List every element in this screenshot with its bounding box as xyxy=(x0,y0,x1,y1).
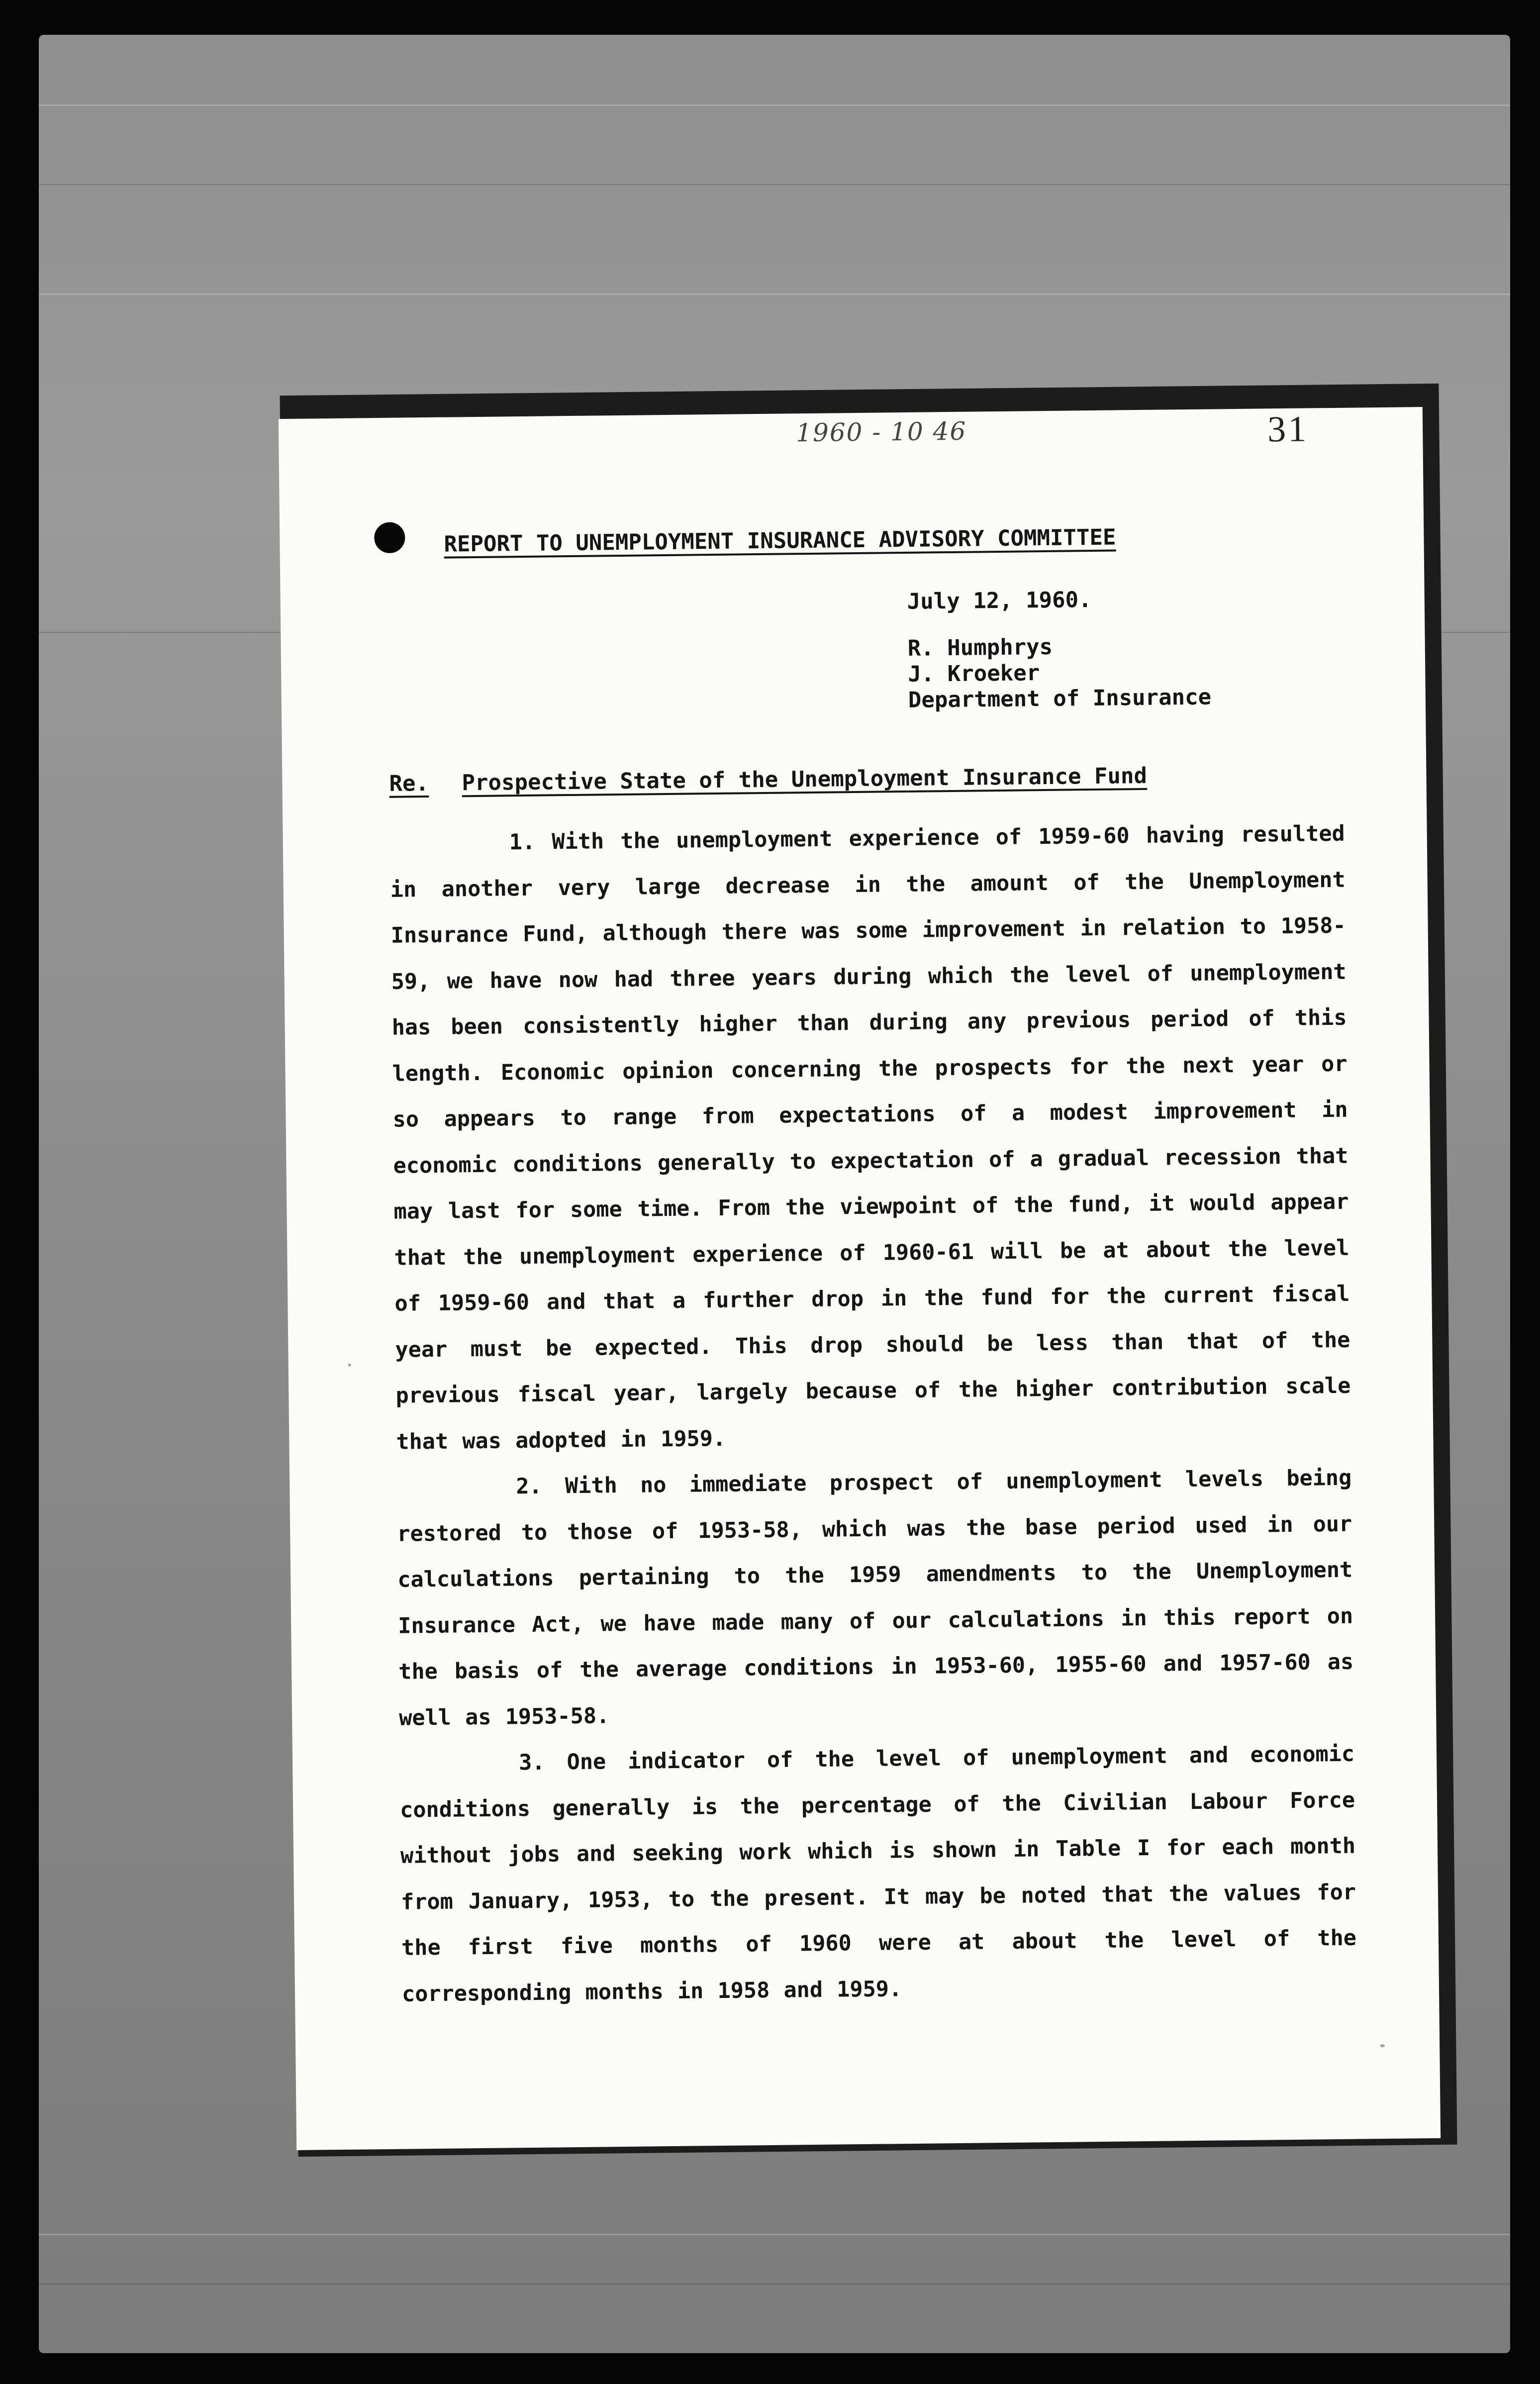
film-background xyxy=(39,35,1510,2353)
punch-hole-mark xyxy=(374,522,405,553)
department-name: Department of Insurance xyxy=(908,684,1212,713)
film-speck xyxy=(348,1364,351,1367)
film-speck xyxy=(1380,2044,1385,2047)
report-title: REPORT TO UNEMPLOYMENT INSURANCE ADVISORY COMMITTEE xyxy=(444,524,1116,557)
paragraph-1: 1. With the unemployment experience of 1959-60 having resulted in another very large decrease in the amount of the Unemployment Insurance Fund, although there was some improvement in relation to 1958-59, we have now had three years during which the level of unemployment has been consistently higher than during any previous period of this length. Economic opinion concerning the prospects for the next year or so appears to range from expectations of a modest improvement in economic conditions generally to expectation of a gradual recession that may last for some time. From the viewpoint of the fund, it would appear that the unemployment experience of 1960-61 will be at about the level of 1959-60 and that a further drop in the fund for the current fiscal year must be expected. This drop should be less than that of the previous fiscal year, largely because of the higher contribution scale that was adopted in 1959. xyxy=(390,821,1351,1455)
paragraph-3: 3. One indicator of the level of unemployment and economic conditions generally is the percentage of the Civilian Labour Force without jobs and seeking work which is shown in Table I for each month from January, 1953, to the present. It may be noted that the values for the first five months of 1960 were at about the level of the corresponding months in 1958 and 1959. xyxy=(399,1741,1357,2007)
report-meta xyxy=(907,586,1211,713)
paragraph-2: 2. With no immediate prospect of unemployment levels being restored to those of 1953-58, which was the base period used in our calculations pertaining to the 1959 amendments to the Unemployment Insurance Act, we have made many of our calculations in this report on the basis of the average conditions in 1953-60, 1955-60 and 1957-60 as well as 1953-58. xyxy=(397,1465,1354,1731)
film-streak xyxy=(39,294,1510,295)
subject-text: Prospective State of the Unemployment Insurance Fund xyxy=(462,763,1148,796)
author-name: J. Kroeker xyxy=(908,660,1040,687)
report-body xyxy=(389,811,1357,2017)
film-streak xyxy=(39,2284,1510,2285)
page-number: 31 xyxy=(1267,408,1309,450)
film-streak xyxy=(39,184,1510,185)
subject-label: Re. xyxy=(389,771,429,796)
report-date: July 12, 1960. xyxy=(907,587,1092,614)
film-streak xyxy=(39,2234,1510,2235)
author-name: R. Humphrys xyxy=(907,634,1053,661)
handwritten-note: 1960 - 10 46 xyxy=(795,416,967,448)
subject-line xyxy=(389,763,1147,796)
film-streak xyxy=(39,104,1510,106)
document-page xyxy=(279,407,1441,2150)
